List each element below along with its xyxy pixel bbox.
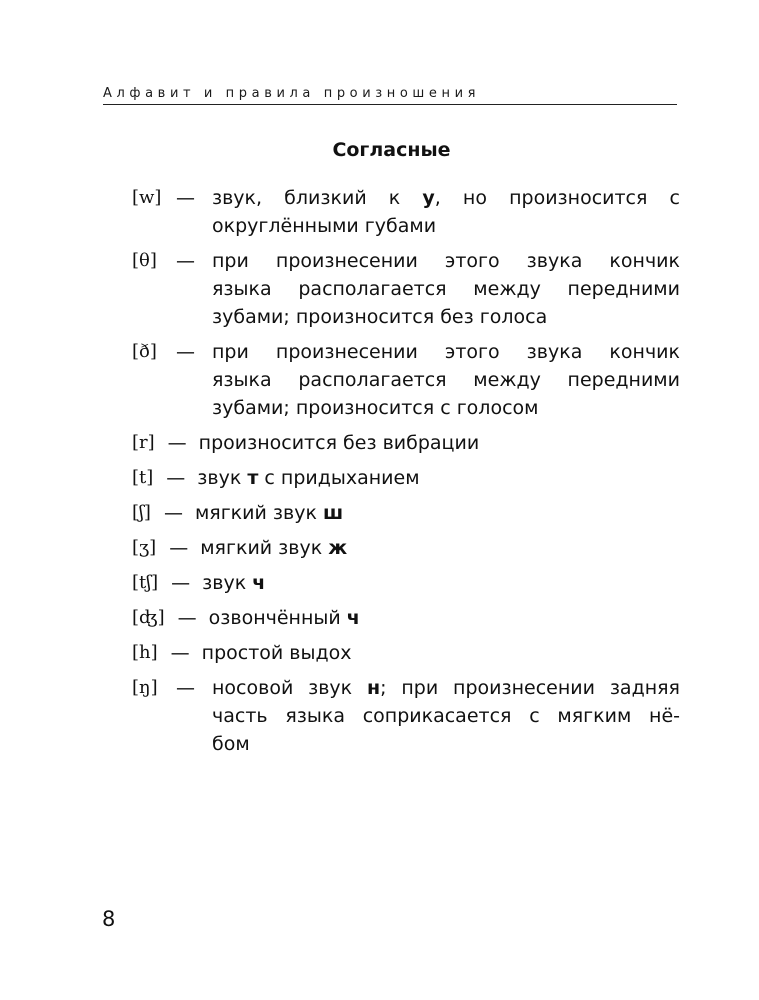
highlighted-letter: ж: [328, 537, 348, 559]
entry-description: произносится без вибрации: [198, 432, 480, 454]
description-line: часть языка соприкасается с мягким нё-: [212, 705, 680, 727]
entry-description: [200, 534, 680, 562]
description-text: мягкий звук: [194, 502, 317, 524]
entry-description: [212, 247, 680, 331]
ipa-symbol: [ð]: [132, 341, 157, 362]
description-text: ; при произнесении задняя: [380, 677, 680, 699]
entry-ng: [132, 674, 680, 758]
description-line: [212, 674, 680, 702]
ipa-symbol: [tʃ]: [132, 572, 159, 593]
dash: —: [176, 677, 195, 699]
dash: —: [170, 642, 190, 664]
description-line: зубами; произносится без голоса: [212, 306, 548, 328]
entry-theta: [132, 247, 680, 331]
entry-dzh: [132, 604, 680, 632]
dash: —: [177, 607, 197, 629]
entry-t: [132, 464, 680, 492]
consonant-list: [132, 184, 680, 765]
description-text: звук: [202, 572, 247, 594]
highlighted-letter: н: [367, 677, 381, 699]
running-title: Алфавит и правила произношения: [103, 86, 481, 101]
description-text: озвончённый: [208, 607, 341, 629]
section-title: Согласные: [332, 139, 451, 161]
ipa-symbol: [h]: [132, 642, 158, 663]
entry-description: простой выдох: [201, 642, 352, 664]
dash: —: [176, 341, 195, 363]
entry-description: [202, 569, 680, 597]
dash: —: [176, 250, 195, 272]
header-rule: [103, 104, 677, 105]
highlighted-letter: ш: [322, 502, 344, 524]
entry-description: [212, 674, 680, 758]
description-line: при произнесении этого звука кончик: [212, 341, 680, 363]
ipa-symbol: [ʃ]: [132, 502, 151, 523]
description-line: округлёнными губами: [212, 215, 437, 237]
entry-description: [212, 184, 680, 240]
page-number: 8: [102, 907, 116, 931]
entry-eth: [132, 338, 680, 422]
highlighted-letter: ч: [252, 572, 266, 594]
description-line: зубами; произносится с голосом: [212, 397, 539, 419]
description-line: языка располагается между передними: [212, 369, 680, 391]
ipa-symbol: [r]: [132, 432, 155, 453]
entry-r: [132, 429, 680, 457]
dash: —: [167, 432, 187, 454]
entry-description: [197, 464, 680, 492]
ipa-symbol: [t]: [132, 467, 154, 488]
description-line: языка располагается между передними: [212, 278, 680, 300]
dash: —: [171, 572, 191, 594]
entry-description: [209, 604, 680, 632]
entry-sh: [132, 499, 680, 527]
description-line: [212, 184, 680, 212]
entry-description: [212, 338, 680, 422]
description-line: при произнесении этого звука кончик: [212, 250, 680, 272]
dash: —: [176, 187, 195, 209]
highlighted-letter: т: [247, 467, 259, 489]
description-text: звук: [197, 467, 242, 489]
description-text: , но произносится с: [434, 187, 680, 209]
ipa-symbol: [θ]: [132, 250, 157, 271]
highlighted-letter: у: [422, 187, 435, 209]
ipa-symbol: [ʤ]: [132, 607, 165, 628]
highlighted-letter: ч: [346, 607, 360, 629]
description-line: бом: [212, 733, 250, 755]
description-text: с придыханием: [264, 467, 420, 489]
dash: —: [166, 467, 186, 489]
entry-h: [132, 639, 680, 667]
entry-zh: [132, 534, 680, 562]
ipa-symbol: [w]: [132, 187, 162, 208]
dash: —: [169, 537, 189, 559]
description-text: звук, близкий к: [212, 187, 423, 209]
description-text: мягкий звук: [200, 537, 323, 559]
dash: —: [163, 502, 183, 524]
entry-w: [132, 184, 680, 240]
entry-ch: [132, 569, 680, 597]
entry-description: [195, 499, 680, 527]
ipa-symbol: [ʒ]: [132, 537, 157, 558]
description-text: носовой звук: [212, 677, 353, 699]
ipa-symbol: [ŋ]: [132, 677, 158, 698]
